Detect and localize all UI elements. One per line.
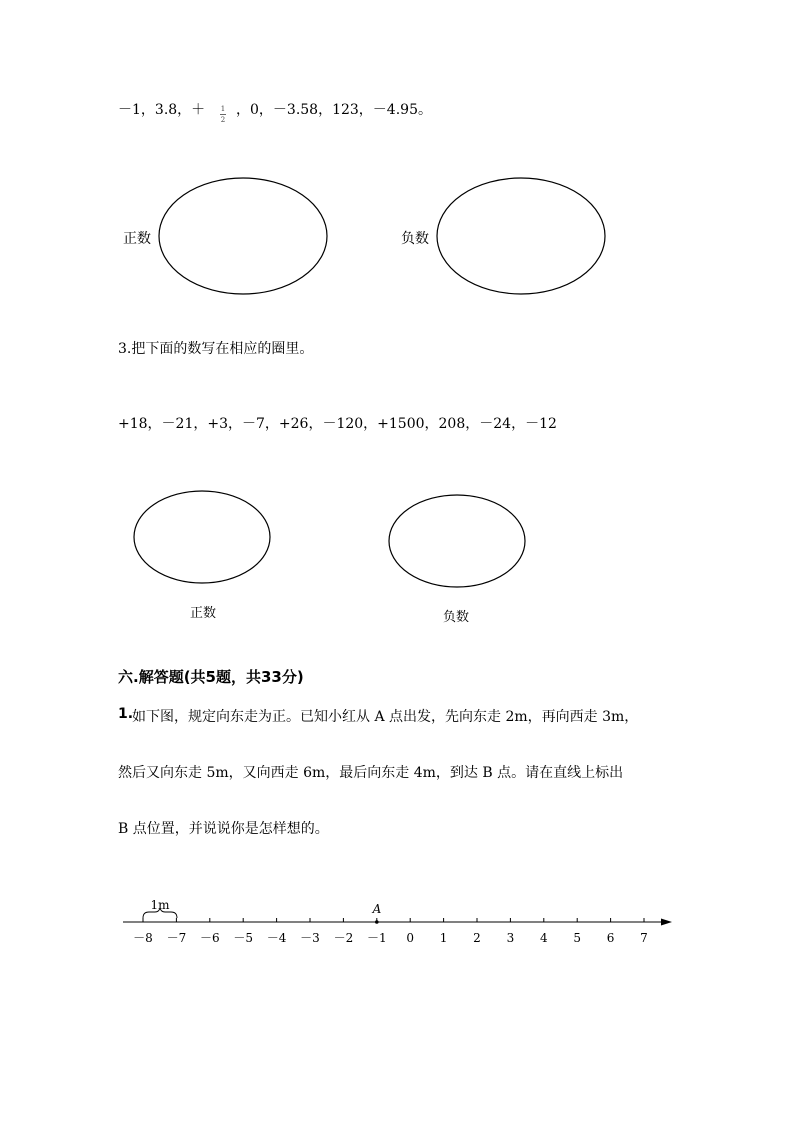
section-heading: 六.解答题(共5题，共33分) <box>118 668 304 686</box>
q3-numbers: +18，－21，+3，－7，+26，－120，+1500，208，－24，－12 <box>118 416 557 432</box>
number-line-tick-label: －6 <box>199 931 220 945</box>
number-line-tick-label: －5 <box>233 931 254 945</box>
number-line-tick-label: －3 <box>300 931 320 945</box>
fraction-denominator: 2 <box>220 116 226 124</box>
q3-negative-label: 负数 <box>443 610 470 625</box>
number-line-tick-label: －8 <box>133 931 153 945</box>
number-line-tick-label: 0 <box>406 931 415 945</box>
q2-negative-label: 负数 <box>401 231 429 247</box>
number-line-tick-label: 1 <box>439 931 448 945</box>
q3-negative-ellipse[interactable] <box>389 495 525 587</box>
q3-positive-ellipse[interactable] <box>134 491 270 583</box>
q1-line-2: 然后又向东走 5m，又向西走 6m，最后向东走 4m，到达 B 点。请在直线上标出 <box>118 765 624 781</box>
q2-numbers-part1: －1，3.8，＋ <box>118 102 206 118</box>
number-line-tick-label: 5 <box>573 931 582 945</box>
unit-label: 1m <box>150 898 170 912</box>
number-line-ticks <box>143 918 644 924</box>
number-line-tick-label: 4 <box>539 931 548 945</box>
q2-numbers-part2: ，0，－3.58，123，－4.95。 <box>236 102 432 118</box>
number-line-tick-label: 3 <box>506 931 515 945</box>
q2-negative-ellipse[interactable] <box>437 178 605 294</box>
number-line-tick-label: －1 <box>366 931 387 945</box>
q3-title: 3.把下面的数写在相应的圈里。 <box>118 341 314 357</box>
number-line-tick-label: 2 <box>473 931 481 945</box>
fraction-numerator: 1 <box>220 105 226 113</box>
q1-number: 1. <box>118 706 134 722</box>
q2-positive-ellipse[interactable] <box>159 178 327 294</box>
number-line-tick-label: －2 <box>333 931 354 945</box>
q3-positive-label: 正数 <box>190 606 217 621</box>
number-line-tick-label: 7 <box>640 931 648 945</box>
number-line-tick-labels <box>133 931 648 945</box>
number-line-tick-label: 6 <box>606 931 615 945</box>
q1-line-3: B 点位置，并说说你是怎样想的。 <box>118 821 329 837</box>
q1-line-1: 如下图，规定向东走为正。已知小红从 A 点出发，先向东走 2m，再向西走 3m， <box>132 709 639 725</box>
number-line-arrow <box>661 919 672 926</box>
q2-positive-label: 正数 <box>123 231 151 247</box>
point-a-label: A <box>372 902 382 916</box>
number-line-tick-label: －7 <box>166 931 187 945</box>
point-a-marker <box>375 920 379 924</box>
number-line-tick-label: －4 <box>266 931 287 945</box>
